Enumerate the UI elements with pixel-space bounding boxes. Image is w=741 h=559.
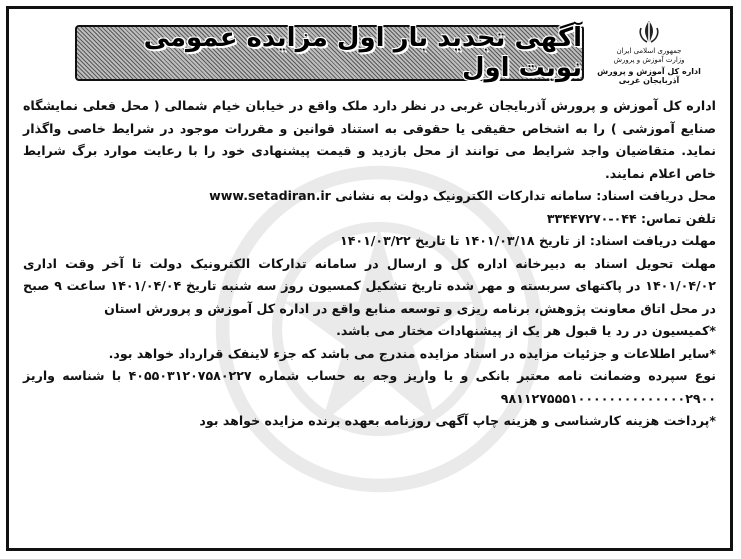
phone-value: ۰۴۴-۳۳۴۴۷۲۷۰ bbox=[546, 210, 637, 226]
emblem-country: جمهوری اسلامی ایران bbox=[616, 47, 682, 55]
deposit-paragraph: نوع سپرده وضمانت نامه معتبر بانکی و یا واریز وجه به حساب شماره ۴۰۵۵۰۳۱۲۰۷۵۸۰۲۲۷ با شناسه واریز ۹۸۱۱۲۷۵۵۵۱۰۰۰۰۰۰۰۰۰۰۰۰۰۰۲۹۰۰ bbox=[23, 368, 716, 406]
ad-body bbox=[23, 95, 716, 433]
deadline-line bbox=[23, 230, 716, 253]
phone-label: تلفن تماس: bbox=[641, 210, 716, 226]
doc-place-value: سامانه تدارکات الکترونیک دولت به نشانی bbox=[335, 188, 592, 203]
page-title: آگهی تجدید بار اول مزایده عمومی نوبت اول bbox=[143, 23, 582, 83]
doc-place-label: محل دریافت اسناد: bbox=[596, 188, 716, 203]
delivery-paragraph: مهلت تحویل اسناد به دبیرخانه اداره کل و ارسال در سامانه تدارکات الکترونیک دولت تا آخر وقت اداری ۱۴۰۱/۰۴/۰۲ در پاکتهای سربسته و مهر شده تاریخ تشکیل کمسیون روز سه شنبه تاریخ ۱۴۰۱/۰۴/۰۴ ساعت ۹ صبح در محل اتاق معاونت پژوهش، برنامه ریزی و توسعه منابع واقع در اداره کل آموزش و پرورش استان bbox=[23, 255, 716, 316]
setadiran-link[interactable]: www.setadiran.ir bbox=[209, 188, 331, 203]
intro-paragraph: اداره کل آموزش و پرورش آذربایجان غربی در نظر دارد ملک واقع در خیابان خیام شمالی ( محل فعلی نمایشگاه صنایع آموزشی ) را به اشخاص حقیقی یا حقوقی به استناد قوانین و مقررات موجود در شرایط خاصی واگذار نماید. متقاضیان واجد شرایط می توانند از محل بازدید و قیمت پیشنهادی خود را با رعایت موارد برگ شرایط خاص اعلام نمایند. bbox=[23, 98, 716, 181]
title-banner bbox=[75, 25, 584, 81]
phone-line bbox=[23, 208, 716, 231]
ministry-emblem bbox=[584, 19, 714, 89]
emblem-icon bbox=[636, 19, 662, 45]
doc-place-line bbox=[23, 185, 716, 208]
deadline-label: مهلت دریافت اسناد: bbox=[589, 233, 716, 248]
fees-note: *پرداخت هزینه کارشناسی و هزینه چاپ آگهی روزنامه بعهده برنده مزایده خواهد بود bbox=[199, 413, 716, 428]
header bbox=[15, 15, 724, 91]
emblem-office: اداره کل آموزش و پرورش آذربایجان غربی bbox=[597, 67, 701, 85]
deadline-value: از تاریخ ۱۴۰۱/۰۳/۱۸ تا تاریخ ۱۴۰۱/۰۳/۲۲ bbox=[340, 233, 586, 248]
ad-frame bbox=[6, 6, 733, 551]
emblem-ministry: وزارت آموزش و پرورش bbox=[613, 56, 685, 64]
details-note: *سایر اطلاعات و جزئیات مزایده در اسناد مزایده مندرج می باشد که جزء لاینفک قرارداد خواهد بود. bbox=[108, 345, 716, 361]
commission-note: *کمیسیون در رد یا قبول هر یک از پیشنهادات مختار می باشد. bbox=[336, 323, 716, 338]
